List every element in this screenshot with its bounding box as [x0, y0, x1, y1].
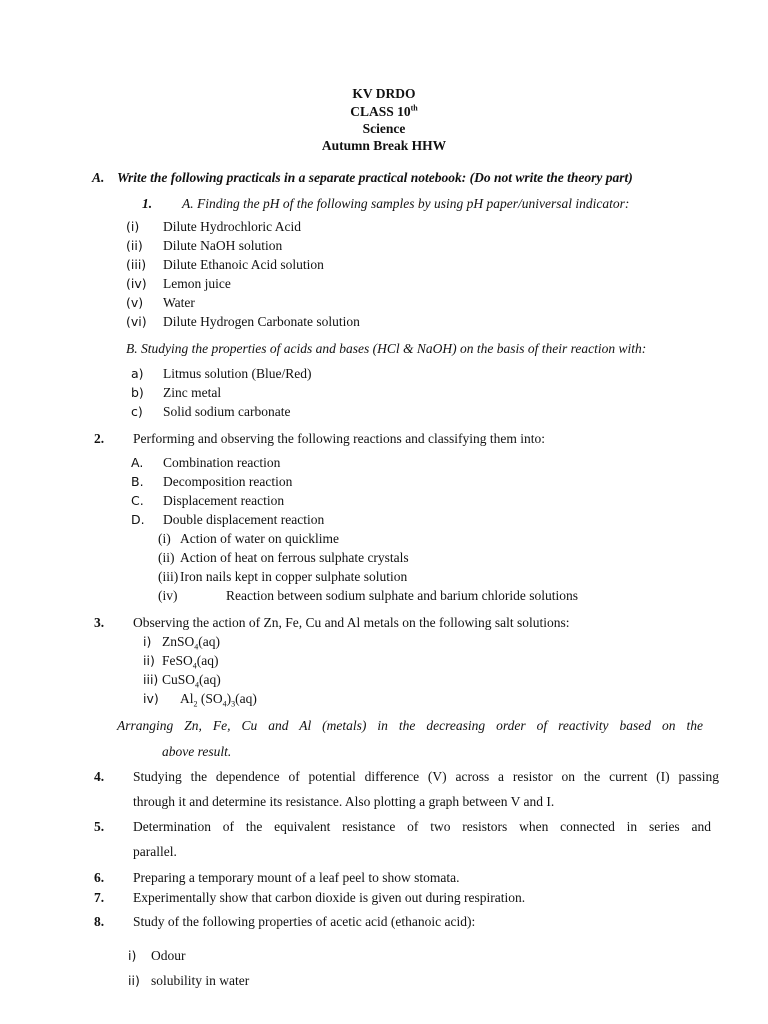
item-4-number: 4. [94, 769, 105, 784]
list-item: Dilute Hydrogen Carbonate solution [163, 314, 360, 329]
item-2-text: Performing and observing the following reactions and classifying them into: [133, 431, 546, 446]
item-7-number: 7. [94, 890, 105, 905]
item-5-line2: parallel. [133, 844, 177, 859]
list-item: Action of water on quicklime [180, 531, 339, 546]
list-marker: D. [131, 512, 145, 527]
list-item: Double displacement reaction [163, 512, 325, 527]
list-item: Solid sodium carbonate [163, 404, 291, 419]
list-item: Dilute Ethanoic Acid solution [163, 257, 324, 272]
section-a-heading: Write the following practicals in a separate practical notebook: (Do not write the theory part) [117, 170, 633, 185]
list-marker: (iii) [126, 257, 147, 272]
list-marker: (iv) [158, 588, 178, 603]
salt-formula: FeSO$_4$(aq) [162, 653, 219, 671]
item-1-number: 1. [142, 196, 153, 211]
list-marker: (i) [158, 531, 171, 546]
list-marker: B. [131, 474, 144, 489]
list-item: Iron nails kept in copper sulphate solution [180, 569, 408, 584]
item-3-text: Observing the action of Zn, Fe, Cu and Al metals on the following salt solutions: [133, 615, 570, 630]
list-marker: b) [131, 385, 144, 400]
item-5-line1: Determination of the equivalent resistance of two resistors when connected in series and [133, 819, 711, 834]
list-marker: (ii) [126, 238, 143, 253]
salt-formula: $Al_2$ $(SO_4)_3(aq)$ [180, 691, 257, 709]
arrange-instruction-line2: above result. [162, 744, 232, 759]
list-marker: A. [131, 455, 144, 470]
salt-formula: CuSO$_4$(aq) [162, 672, 221, 690]
arrange-instruction-line1: Arranging Zn, Fe, Cu and Al (metals) in the decreasing order of reactivity based on the [117, 718, 703, 733]
item-6-number: 6. [94, 870, 105, 885]
list-item: Lemon juice [163, 276, 231, 291]
subject-title: Science [362, 121, 406, 136]
list-marker: i) [128, 948, 137, 963]
list-marker: (ii) [158, 550, 175, 565]
list-item: Reaction between sodium sulphate and barium chloride solutions [226, 588, 579, 603]
list-marker: C. [131, 493, 144, 508]
item-8-number: 8. [94, 914, 105, 929]
list-item: Displacement reaction [163, 493, 285, 508]
list-item: Dilute NaOH solution [163, 238, 283, 253]
item-3-number: 3. [94, 615, 105, 630]
item-8-text: Study of the following properties of acetic acid (ethanoic acid): [133, 914, 476, 929]
list-marker: (i) [126, 219, 140, 234]
salt-formula: ZnSO$_4$(aq) [162, 634, 220, 652]
list-marker: (iv) [126, 276, 147, 291]
list-item: Odour [151, 948, 186, 963]
item-1-part-a: A. Finding the pH of the following samples by using pH paper/universal indicator: [182, 196, 630, 211]
item-2-number: 2. [94, 431, 105, 446]
list-marker: a) [131, 366, 144, 381]
list-marker: (iii) [158, 569, 179, 584]
list-marker: iv) [143, 691, 159, 706]
list-marker: iii) [143, 672, 159, 687]
item-6-text: Preparing a temporary mount of a leaf peel to show stomata. [133, 870, 460, 885]
list-marker: c) [131, 404, 143, 419]
list-item: Action of heat on ferrous sulphate crystals [180, 550, 409, 565]
list-item: Dilute Hydrochloric Acid [163, 219, 301, 234]
list-marker: ii) [143, 653, 155, 668]
document-title: Autumn Break HHW [321, 138, 447, 153]
item-1-part-b: B. Studying the properties of acids and bases (HCl & NaOH) on the basis of their reaction with: [126, 341, 647, 356]
class-line: CLASS 10th [350, 103, 418, 119]
list-item: Water [163, 295, 195, 310]
item-4-line1: Studying the dependence of potential difference (V) across a resistor on the current (I) passing [133, 769, 719, 784]
list-marker: ii) [128, 973, 140, 988]
list-marker: (v) [126, 295, 144, 310]
section-a-marker: A. [92, 170, 105, 185]
list-item: Combination reaction [163, 455, 281, 470]
item-5-number: 5. [94, 819, 105, 834]
list-item: Decomposition reaction [163, 474, 293, 489]
list-item: solubility in water [151, 973, 250, 988]
item-4-line2: through it and determine its resistance. Also plotting a graph between V and I. [133, 794, 555, 809]
item-7-text: Experimentally show that carbon dioxide is given out during respiration. [133, 890, 526, 905]
list-item: Zinc metal [163, 385, 222, 400]
list-marker: i) [143, 634, 152, 649]
list-marker: (vi) [126, 314, 147, 329]
list-item: Litmus solution (Blue/Red) [163, 366, 312, 381]
school-name: KV DRDO [352, 86, 416, 101]
